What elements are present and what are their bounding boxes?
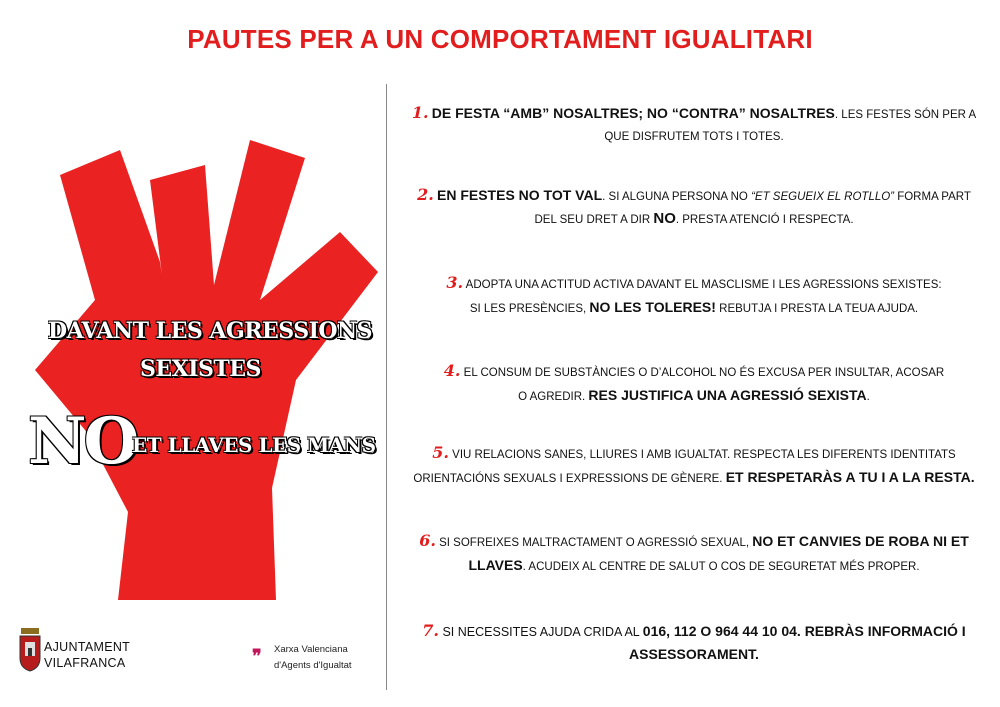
guideline-bold-text: ASSESSORAMENT.: [629, 646, 759, 662]
vilafranca-label: VILAFRANCA: [44, 656, 126, 670]
guideline-text: EL CONSUM DE SUBSTÀNCIES O D’ALCOHOL NO ÉS EXCUSA PER INSULTAR, ACOSAR: [460, 367, 945, 379]
guideline-number: 5.: [432, 443, 449, 462]
guideline-number: 3.: [446, 273, 464, 292]
guideline-text: FORMA PART: [894, 191, 971, 203]
guideline-number: 7.: [422, 621, 439, 640]
guideline-text: DEL SEU DRET A DIR: [534, 214, 654, 226]
guideline-text: ADOPTA UNA ACTITUD ACTIVA DAVANT EL MASCLISME I LES AGRESSIONS SEXISTES:: [463, 279, 942, 291]
xarxa-label: Xarxa Valenciana: [274, 644, 348, 655]
guideline-text: . PRESTA ATENCIÓ I RESPECTA.: [675, 214, 854, 226]
guideline-text: QUE DISFRUTEM TOTS I TOTES.: [604, 131, 784, 143]
xarxa-valenciana-logo: [252, 640, 372, 680]
raised-hand-illustration: [0, 0, 386, 600]
agents-label: d'Agents d'Igualtat: [274, 660, 352, 671]
coat-of-arms-icon: [18, 628, 42, 672]
guideline-6: [388, 530, 1000, 578]
guideline-text: REBUTJA I PRESTA LA TEUA AJUDA.: [715, 303, 919, 315]
guideline-4: [388, 360, 1000, 408]
guideline-text: SI NECESSITES AJUDA CRIDA AL: [439, 625, 643, 639]
guideline-text: ORIENTACIÓNS SEXUALS I EXPRESSIONS DE GÈNERE.: [413, 473, 726, 485]
page-title: PAUTES PER A UN COMPORTAMENT IGUALITARI: [187, 24, 813, 54]
quote-mark-icon: ❞: [252, 646, 262, 667]
guideline-bold-text: NO LES TOLERES!: [589, 299, 716, 315]
ajuntament-logo: [18, 628, 131, 674]
guideline-bold-text: NO: [653, 210, 676, 227]
guideline-text: .: [866, 391, 870, 403]
vertical-divider: [386, 84, 387, 690]
guideline-3: [388, 272, 1000, 320]
guideline-1: [388, 102, 1000, 148]
slogan-line-2: SEXISTES: [140, 356, 261, 382]
guideline-bold-text: RES JUSTIFICA UNA AGRESSIÓ SEXISTA: [588, 387, 867, 403]
guideline-bold-text: 016, 112 O 964 44 10 04. REBRÀS INFORMACIÓ I: [642, 623, 966, 639]
guideline-text: O AGREDIR.: [518, 391, 589, 403]
ajuntament-label: AJUNTAMENT: [44, 640, 131, 654]
guideline-2: [388, 184, 1000, 231]
guideline-number: 1.: [411, 103, 429, 122]
guideline-number: 4.: [443, 361, 461, 380]
slogan-line-1: DAVANT LES AGRESSIONS: [48, 318, 373, 344]
guideline-7: [388, 620, 1000, 666]
slogan-no: NO: [28, 404, 137, 479]
guideline-bold-text: LLAVES: [468, 557, 523, 573]
guideline-number: 2.: [417, 185, 434, 204]
guideline-text: SI LES PRESÈNCIES,: [469, 303, 590, 315]
guideline-bold-text: EN FESTES NO TOT VAL: [436, 187, 603, 203]
guideline-number: 6.: [419, 531, 436, 550]
slogan-line-3: ET LLAVES LES MANS: [132, 433, 376, 457]
guideline-text: VIU RELACIONS SANES, LLIURES I AMB IGUALTAT. RESPECTA LES DIFERENTS IDENTITATS: [448, 449, 956, 461]
guideline-text: . LES FESTES SÓN PER A: [834, 109, 977, 121]
guideline-bold-text: DE FESTA “AMB” NOSALTRES; NO “CONTRA” NOSALTRES: [431, 105, 835, 121]
guideline-text: SI SOFREIXES MALTRACTAMENT O AGRESSIÓ SEXUAL,: [435, 537, 753, 549]
guideline-5: [388, 442, 1000, 490]
guideline-text: . SI ALGUNA PERSONA NO: [602, 191, 752, 203]
guideline-bold-text: ET RESPETARÀS A TU I A LA RESTA.: [725, 469, 975, 485]
guideline-bold-text: NO ET CANVIES DE ROBA NI ET: [752, 533, 969, 549]
guideline-text: . ACUDEIX AL CENTRE DE SALUT O COS DE SEGURETAT MÉS PROPER.: [522, 561, 920, 573]
guideline-italic-text: “ET SEGUEIX EL ROTLLO”: [751, 191, 895, 203]
